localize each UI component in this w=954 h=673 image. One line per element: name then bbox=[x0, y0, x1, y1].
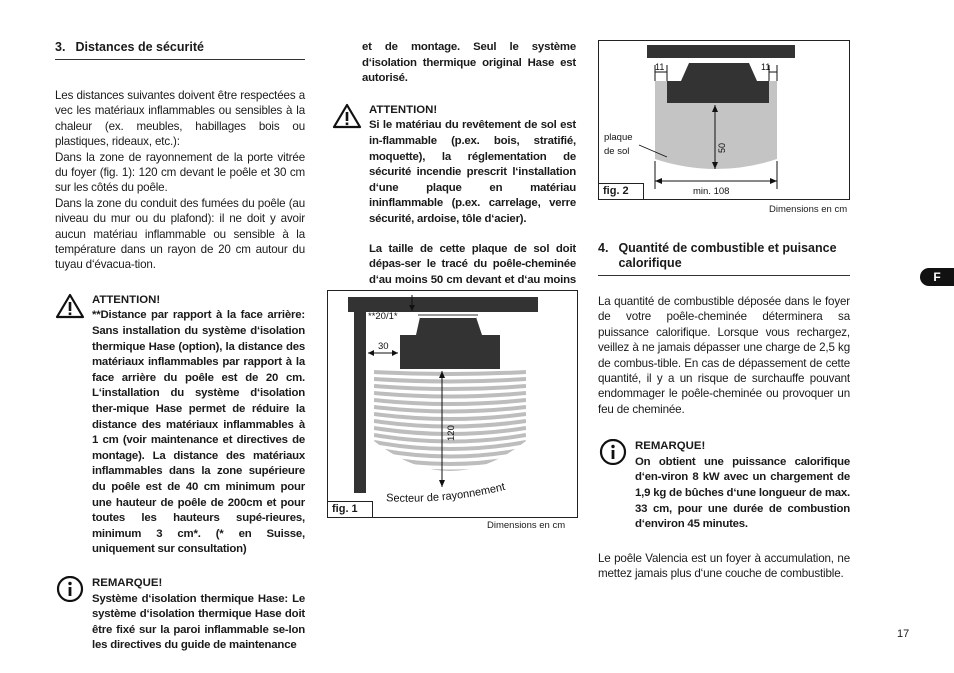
page-number: 17 bbox=[897, 628, 910, 640]
figure-1 bbox=[327, 290, 578, 518]
info-i-icon bbox=[55, 576, 85, 602]
callout-text: La taille de cette plaque de sol doit dépas-ser le tracé du poêle-cheminée d‘au moins 50 cm devant et d‘au moins bbox=[369, 242, 576, 286]
stove-body bbox=[667, 63, 769, 103]
column-right bbox=[598, 241, 850, 582]
figure-label: fig. 2 bbox=[598, 183, 644, 200]
warning-triangle-icon bbox=[55, 293, 85, 319]
wall-top bbox=[647, 45, 795, 58]
callout-text: Système d‘isolation thermique Hase: Le système d‘isolation thermique Hase doit être fixé sur la paroi inflammable se-lon les directives du guide de maintenance bbox=[92, 592, 305, 652]
section-3-heading bbox=[55, 40, 305, 60]
section-title: Quantité de combustible et puisance calorifique bbox=[618, 241, 837, 270]
info-i-icon bbox=[598, 439, 628, 465]
paragraph: Dans la zone de rayonnement de la porte vitrée du foyer (fig. 1): 120 cm devant le poêle et 30 cm sur les côtés du poêle. bbox=[55, 150, 305, 195]
dimension-label: 30 bbox=[378, 341, 389, 352]
figure-2 bbox=[598, 40, 850, 200]
paragraph: La quantité de combustible déposée dans le foyer de votre poêle-cheminée déterminera sa puissance calorifique. Lorsque vous rechargez, veillez à ne jamais dépasser une charge de 2,5 kg de combus-tible. En cas de dépassement de cette quantité, il y a un risque de surchauffe pouvant endommager le poêle-cheminée ou provoquer un feu de cheminée. bbox=[598, 295, 850, 416]
dimension-label: 120 bbox=[446, 425, 457, 441]
section-number: 3. bbox=[55, 40, 66, 54]
figure-1-diagram bbox=[328, 291, 577, 517]
warning-triangle-icon bbox=[332, 103, 362, 129]
paragraph: Le poêle Valencia est un foyer à accumulation, ne mettez jamais plus d‘une couche de combustible. bbox=[598, 551, 850, 581]
dimension-label: **20/1* bbox=[368, 311, 398, 322]
plate-label: plaque bbox=[604, 132, 633, 143]
section-number: 4. bbox=[598, 241, 609, 255]
dimension-label: min. 108 bbox=[693, 186, 730, 197]
dimension-label: 11 bbox=[761, 62, 771, 72]
plate-label: de sol bbox=[604, 146, 630, 157]
callout-text: Si le matériau du revêtement de sol est in-flammable (p.ex. bois, stratifié, moquette), la réglementation de sécurité incendie prescrit l‘installation d‘une plaque en matériau ininflammable (p.ex. carrelage, verre sécurité, ardoise, tôle d‘acier). bbox=[369, 119, 576, 225]
callout-heading: REMARQUE! bbox=[92, 576, 163, 589]
paragraph: Les distances suivantes doivent être respectées a vec les matériaux inflammables ou sensibles à la chaleur (ex. meubles, habillages bois ou plastiques, rideaux, etc.): bbox=[55, 89, 305, 149]
column-left bbox=[55, 40, 305, 654]
zone-label: Secteur de rayonnement bbox=[385, 480, 507, 505]
stove-body bbox=[400, 317, 500, 369]
attention-callout bbox=[55, 293, 305, 558]
section-title: Distances de sécurité bbox=[75, 40, 204, 54]
wall-side bbox=[354, 297, 366, 493]
attention-callout bbox=[332, 103, 576, 304]
remark-callout bbox=[598, 439, 850, 533]
dimension-label: 50 bbox=[717, 142, 727, 153]
section-4-heading bbox=[598, 241, 850, 276]
paragraph: et de montage. Seul le système d‘isolation thermique original Hase est autorisé. bbox=[362, 41, 576, 85]
figure-label: fig. 1 bbox=[327, 501, 373, 518]
remark-callout bbox=[55, 576, 305, 654]
figure-2-diagram bbox=[599, 41, 849, 199]
units-note: Dimensions en cm bbox=[487, 520, 566, 531]
callout-heading: ATTENTION! bbox=[92, 293, 161, 306]
units-note: Dimensions en cm bbox=[769, 204, 848, 215]
paragraph: Dans la zone du conduit des fumées du poêle (au niveau du mur ou du plafond): il ne doit y avoir aucun matériau inflammable ou sensible à la température dans un rayon de 20 cm autour du tuyau d‘évacua-tion. bbox=[55, 196, 305, 272]
callout-text: **Distance par rapport à la face arrière: Sans installation du système d‘isolation thermique Hase (option), la distance des matériaux inflammables par rapport à la face arrière du poêle est de 20 cm. L‘installation du système d‘isolation ther-mique Hase permet de réduire la distance des matériaux inflammables à 1 cm (voir maintenance et directives de montage). La distance des matériaux inflammables dans la zone supérieure du poêle est de 40 cm minimum pour une hauteur de poêle de 200cm et pour toutes les hauteurs supé-rieures, minimum 3 cm*. (* en Suisse, uniquement sur consultation) bbox=[92, 309, 305, 556]
callout-text: On obtient une puissance calorifique d‘en-viron 8 kW avec un chargement de 1,9 kg de bûches d‘une longueur de max. 33 cm, pour une durée de combustion d‘environ 45 minutes. bbox=[635, 455, 851, 531]
language-tab: F bbox=[920, 268, 954, 286]
wall-top bbox=[348, 297, 538, 312]
column-middle bbox=[362, 40, 576, 304]
dimension-label: 11 bbox=[655, 62, 665, 72]
callout-heading: ATTENTION! bbox=[369, 103, 438, 116]
callout-heading: REMARQUE! bbox=[635, 440, 706, 453]
